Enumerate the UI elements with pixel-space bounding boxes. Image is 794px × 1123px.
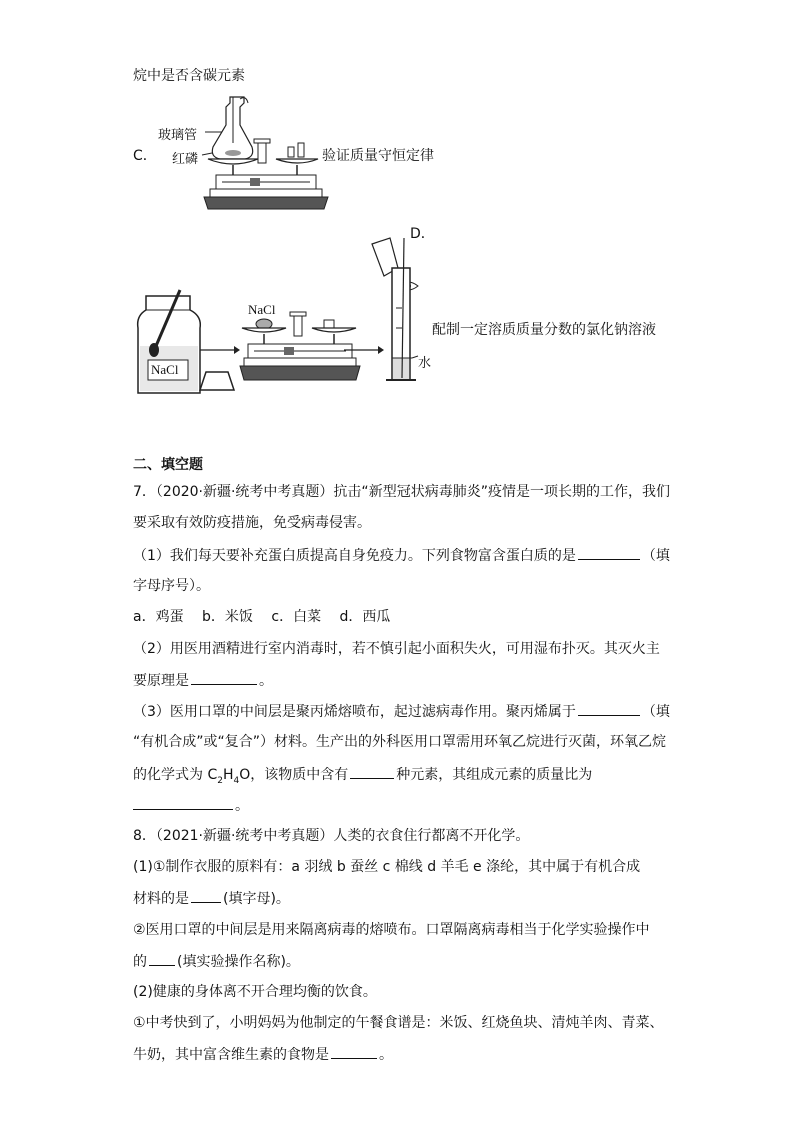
q7-part3-blank1[interactable] <box>578 701 640 716</box>
red-phosphorus-label: 红磷 <box>172 152 199 167</box>
glass-tube-label: 玻璃管 <box>158 128 198 143</box>
q7-part2-text: 要原理是 <box>133 673 189 689</box>
q7-line1: 7．（2020·新疆·统考中考真题）抗击“新型冠状病毒肺炎”疫情是一项长期的工作，我们 <box>133 484 670 500</box>
q7-formula-sub2: 4 <box>233 775 240 786</box>
q7-formula-h: H <box>222 767 234 783</box>
option-d-letter: D． <box>410 226 435 242</box>
q7-part3-cont: “有机合成”或“复合”）材料。生产出的外科医用口罩需用环氧乙烷进行灭菌，环氧乙烷 <box>133 734 667 750</box>
q7-part1-tail: （填 <box>641 548 670 564</box>
q8-part1-cont <box>133 888 290 909</box>
q8-part1-blank[interactable] <box>191 888 221 903</box>
q8-part4: ①中考快到了，小明妈妈为他制定的午餐食谱是：米饭、红烧鱼块、清炖羊肉、青菜、 <box>133 1015 664 1031</box>
q8-part2: ②医用口罩的中间层是用来隔离病毒的熔喷布。口罩隔离病毒相当于化学实验操作中 <box>133 922 650 938</box>
question-fragment: 烷中是否含碳元素 <box>133 68 245 84</box>
q8-line1: 8．（2021·新疆·统考中考真题）人类的衣食住行都离不开化学。 <box>133 828 530 844</box>
q7-part1-cont: 字母序号）。 <box>133 578 210 594</box>
q7-part3-tail: （填 <box>641 704 670 720</box>
q7-part1 <box>133 545 670 566</box>
q7-part3 <box>133 701 670 722</box>
q8-part4-text: 牛奶，其中富含维生素的食物是 <box>133 1047 329 1063</box>
q7-line2: 要采取有效防疫措施，免受病毒侵害。 <box>133 515 371 531</box>
q7-formula-sub1: 2 <box>217 775 223 786</box>
q7-part1-text: （1）我们每天要补充蛋白质提高自身免疫力。下列食物富含蛋白质的是 <box>133 548 576 564</box>
water-label: 水 <box>418 356 432 371</box>
q8-part1-tail: (填字母)。 <box>223 891 290 907</box>
q8-part1-text: 材料的是 <box>133 891 189 907</box>
section-title: 二、填空题 <box>133 457 203 473</box>
q8-part4-end: 。 <box>379 1047 393 1063</box>
balance-with-flask-figure <box>200 95 320 215</box>
option-c-purpose: 验证质量守恒定律 <box>322 148 434 164</box>
q7-formula-pre: 的化学式为 C <box>133 767 218 783</box>
q7-part2-blank[interactable] <box>191 670 257 685</box>
balance-nacl-figure <box>240 310 360 390</box>
q7-part3-last <box>133 795 249 816</box>
q7-part3-end: 。 <box>235 798 249 814</box>
stopper-figure <box>198 372 238 392</box>
q8-part2-tail: (填实验操作名称)。 <box>177 954 300 970</box>
option-c-letter: C． <box>133 148 157 164</box>
nacl-jar-figure <box>136 288 206 398</box>
q7-part2: （2）用医用酒精进行室内消毒时，若不慎引起小面积失火，可用湿布扑灭。其灭火主 <box>133 641 660 657</box>
q7-part3-blank2[interactable] <box>350 764 394 779</box>
q7-part3-blank3[interactable] <box>133 795 233 810</box>
q7-part3-ratio-text: 种元素，其组成元素的质量比为 <box>396 767 593 783</box>
nacl-jar-label: NaCl <box>151 362 179 377</box>
q7-part3-formula <box>133 764 592 791</box>
q8-part4-cont <box>133 1044 393 1065</box>
q7-part2-end: 。 <box>259 673 273 689</box>
q8-part2-text: 的 <box>133 954 147 970</box>
arrow-1 <box>200 345 240 355</box>
option-d-purpose: 配制一定溶质质量分数的氯化钠溶液 <box>432 322 656 338</box>
q8-part3: (2)健康的身体离不开合理均衡的饮食。 <box>133 984 377 1000</box>
q7-options: a．鸡蛋 b．米饭 c．白菜 d．西瓜 <box>133 609 391 625</box>
q8-part2-cont <box>133 951 300 972</box>
nacl-pan-label: NaCl <box>248 302 276 317</box>
q7-part2-cont <box>133 670 273 691</box>
q8-part4-blank[interactable] <box>331 1044 377 1059</box>
q7-part3-text: （3）医用口罩的中间层是聚丙烯熔喷布，起过滤病毒作用。聚丙烯属于 <box>133 704 576 720</box>
q8-part1: (1)①制作衣服的原料有：a 羽绒 b 蚕丝 c 棉线 d 羊毛 e 涤纶，其中属于有机合成 <box>133 859 641 875</box>
q7-part1-blank[interactable] <box>578 545 640 560</box>
q7-formula-post: O，该物质中含有 <box>239 767 349 783</box>
q8-part2-blank[interactable] <box>149 951 175 966</box>
